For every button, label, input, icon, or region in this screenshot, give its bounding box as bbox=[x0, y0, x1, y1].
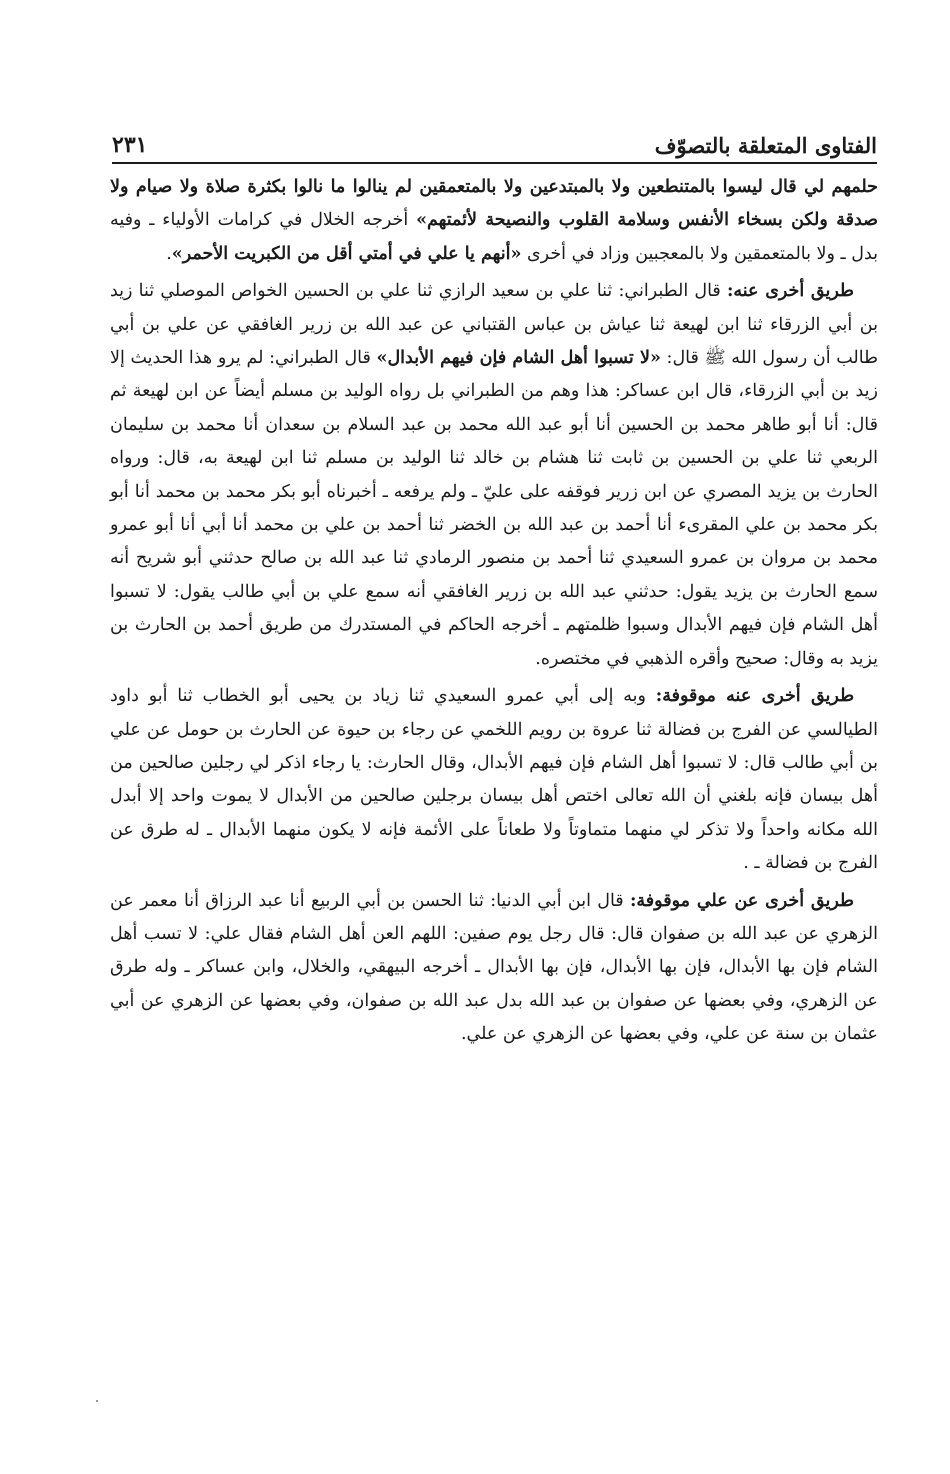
page-number: ٢٣١ bbox=[112, 132, 148, 158]
section-lead: طريق أخرى عن علي موقوفة: bbox=[629, 890, 854, 911]
section-lead: طريق أخرى عنه موقوفة: bbox=[655, 686, 854, 707]
header-rule bbox=[112, 162, 877, 164]
quote-text: «أنهم يا علي في أمتي أقل من الكبريت الأحمر» bbox=[171, 243, 522, 264]
running-title: الفتاوى المتعلقة بالتصوّف bbox=[654, 133, 877, 158]
body-text: أخرجه الخلال في كرامات الأولياء ـ وفيه بدل ـ ولا بالمتعمقين ولا بالمعجبين وزاد في أخرى bbox=[110, 210, 878, 264]
scan-speck bbox=[96, 1400, 98, 1402]
paragraph-route-1 bbox=[110, 275, 878, 676]
paragraph-route-2 bbox=[110, 680, 878, 880]
quote-text: «لا تسبوا أهل الشام فإن فيهم الأبدال» bbox=[376, 348, 661, 369]
paragraph-continuation bbox=[110, 171, 878, 271]
body-text: قال الطبراني: لم يرو هذا الحديث إلا زيد بن أبي الزرقاء، قال ابن عساكر: هذا وهم من الطبراني بل رواه الوليد بن مسلم أيضاً عن ابن لهيعة ثم قال: أنا أبو طاهر محمد بن الحسين أنا أبو عبد الله محمد بن عبد السلام بن سعدان أنا محمد بن سليمان الربعي ثنا علي بن الحسين بن ثابت ثنا هشام بن خالد ثنا الوليد بن مسلم ثنا ابن لهيعة به، قال: ورواه الحارث بن يزيد المصري عن ابن زرير فوقفه على عليّ ـ ولم يرفعه ـ أخبرناه أبو بكر محمد بن محمد أنا أبو بكر محمد بن علي المقرىء أنا أحمد بن عبد الله بن الخضر ثنا أحمد بن علي بن محمد أنا أبي أنا أبو عمرو محمد بن مروان بن عمرو السعيدي ثنا أحمد بن منصور الرمادي ثنا عبد الله بن صالح حدثني أبو شريح أنه سمع الحارث بن يزيد يقول: حدثني عبد الله بن زرير الغافقي أنه سمع علي بن أبي طالب يقول: لا تسبوا أهل الشام فإن فيهم الأبدال وسبوا ظلمتهم ـ أخرجه الحاكم في المستدرك من طريق أحمد بن الحارث بن يزيد به وقال: صحيح وأقره الذهبي في مختصره. bbox=[110, 348, 878, 669]
quote-text: حلمهم لي قال ليسوا بالمتنطعين ولا بالمبتدعين ولا بالمتعمقين لم ينالوا ما نالوا بكثرة صلاة ولا صيام ولا صدقة ولكن بسخاء الأنفس وسلامة القلوب والنصيحة لأئمتهم» bbox=[110, 177, 878, 231]
section-lead: طريق أخرى عنه: bbox=[726, 281, 854, 302]
text-block bbox=[110, 171, 878, 1052]
body-text: قال ابن أبي الدنيا: ثنا الحسن بن أبي الربيع أنا عبد الرزاق أنا معمر عن الزهري عن عبد الله بن صفوان قال: قال رجل يوم صفين: اللهم العن أهل الشام فقال علي: لا تسب أهل الشام فإن بها الأبدال، فإن بها الأبدال، فإن بها الأبدال ـ أخرجه البيهقي، والخلال، وابن عساكر ـ وله طرق عن الزهري، وفي بعضها عن صفوان بن عبد الله بدل عبد الله بن صفوان، وفي بعضها عن الزهري عن أبي عثمان بن سنة عن علي، وفي بعضها عن الزهري عن علي. bbox=[110, 890, 878, 1045]
body-text: قال الطبراني: ثنا علي بن سعيد الرازي ثنا علي بن الحسين الخواص الموصلي ثنا زيد بن أبي الزرقاء ثنا ابن لهيعة ثنا عياش بن عباس القتباني عن عبد الله بن زرير الغافقي عن علي بن أبي طالب أن رسول الله ﷺ قال: bbox=[110, 281, 879, 369]
paragraph-route-3 bbox=[110, 885, 878, 1052]
page-header bbox=[112, 122, 877, 158]
body-text: . bbox=[166, 243, 172, 264]
body-text: وبه إلى أبي عمرو السعيدي ثنا زياد بن يحيى أبو الخطاب ثنا أبو داود الطيالسي عن الفرج بن فضالة ثنا عروة بن رويم اللخمي عن رجاء بن حيوة عن الحارث بن حومل عن علي بن أبي طالب قال: لا تسبوا أهل الشام فإن فيهم الأبدال، وقال الحارث: يا رجاء اذكر لي رجلين صالحين من أهل بيسان فإنه بلغني أن الله تعالى اختص أهل بيسان برجلين صالحين من الأبدال لا يموت واحد إلا أبدل الله مكانه واحداً ولا تذكر لي منهما متماوتاً ولا طعاناً على الأئمة فإنه لا يكون منهما الأبدال ـ له طرق عن الفرج بن فضالة ـ . bbox=[110, 686, 878, 874]
